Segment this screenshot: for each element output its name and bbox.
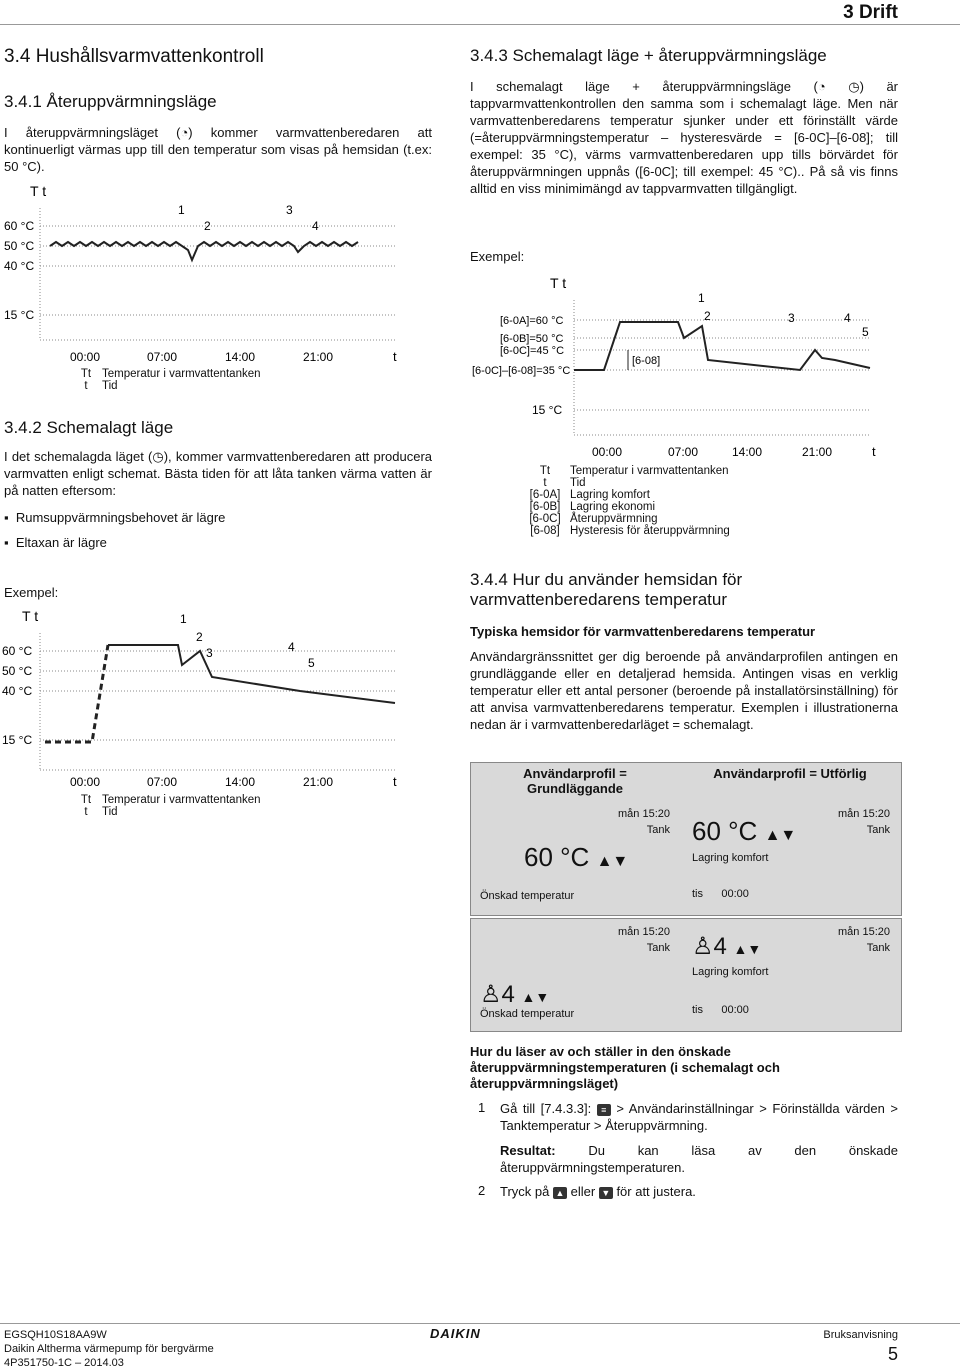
subsection-title-342: 3.4.2 Schemalagt läge [4,418,174,437]
legend-value: Temperatur i varmvattentanken [102,794,261,806]
legend-key: Tt [539,465,551,477]
chart2-marker: 4 [288,640,295,654]
step-1-text: Gå till [7.4.3.3]: ≡ > Användarinställningar > Förinställda värden > Tanktemperatur > Återuppvärmning. [500,1101,898,1133]
scheduled-reheat-chart [470,270,900,470]
bullet-item: ▪ Rumsuppvärmningsbehovet är lägre [4,510,226,525]
footer-doctype: Bruksanvisning [823,1329,898,1341]
chart1-temp-line [50,242,358,260]
adv-persons-screen [688,922,896,1026]
chart1-marker: 3 [286,203,293,217]
scheduled-paragraph: I det schemalagda läget (◷), kommer varmvattenberedaren att producera varmvatten enligt schemat. Bästa tiden för att låta tanken värma vatten är på natten eftersom: [4,449,432,498]
chart1-ytick: 60 °C [4,219,35,233]
chart1-xtick: 00:00 [70,350,101,364]
step-number: 2 [478,1183,486,1198]
screen-storage: Lagring komfort [692,966,769,978]
scheduled-reheat-paragraph: I schemalagt läge + återuppvärmningsläge (◔ ◷) är tappvarmvattenkontrollen den samma som i schemalagt läge. Men när varmvattenberedarens temperatur sjunker under ett förinställt värde (=återuppvärmningstemperatur – hysteresvärde = [6-0C]–[6-08]; till exempel: 35 °C), värms varmvattenberedaren upp tills börvärdet för återuppvärmningen uppnås ([6-0C]; till exempel: 45 °C).. På så vis finns alltid en viss minimimängd av tappvarmvatten tillgängligt. [470,79,898,196]
chart1-xtick: 14:00 [225,350,256,364]
screen-time: mån 15:20 [838,926,890,938]
chart1-legend [70,368,261,392]
chart1-ylabel: T t [30,183,47,199]
screen-tank: Tank [866,824,890,836]
legend-key: [6-0A] [529,489,561,501]
chapter-header: 3 Drift [843,2,898,23]
chart2-temp-line [108,645,395,703]
chart2-legend [70,794,261,818]
legend-key: [6-0C] [529,513,561,525]
legend-value: Tid [102,380,118,392]
legend-row [520,501,730,513]
chart3-legend [520,465,730,537]
chart3-ytick: [6-0A]=60 °C [500,315,564,327]
reheat-paragraph: I återuppvärmningsläget (◔) kommer varmvattenberedaren att kontinuerligt värmas upp till den temperatur som visas på hemsidan (t.ex: 50 °C). [4,125,432,174]
updown-icon[interactable]: ▲▼ [521,989,550,1005]
legend-value: Hysteresis för återuppvärmning [570,525,730,537]
chart3-marker: 1 [698,291,705,305]
screen-storage: Lagring komfort [692,852,769,864]
legend-value: Tid [102,806,118,818]
legend-key: [6-0B] [529,501,561,513]
section-title: 3.4 Hushållsvarmvattenkontroll [4,46,264,67]
legend-row [520,465,730,477]
example-label: Exempel: [4,585,59,600]
chart3-ytick: 15 °C [532,403,563,417]
screen-desired: Önskad temperatur [480,890,575,902]
daikin-logo: DAIKIN [430,1326,481,1341]
chart3-xtick: 21:00 [802,445,833,459]
chart2-marker: 3 [206,646,213,660]
chart3-ytick: [6-0C]–[6-08]=35 °C [472,365,571,377]
chart3-marker: 5 [862,325,869,339]
basic-persons-screen [476,922,676,1026]
chart1-marker: 1 [178,203,185,217]
example-label-right: Exempel: [470,249,525,264]
subsection-title-344: 3.4.4 Hur du använder hemsidan för varmvattenberedarens temperatur [470,570,743,609]
legend-key: Tt [80,368,92,380]
legend-key: t [84,806,88,818]
footer-rule [0,1323,960,1324]
chart2-marker: 2 [196,630,203,644]
chart1-marker: 4 [312,219,319,233]
header-rule [0,24,960,25]
chart2-marker: 1 [180,612,187,626]
chart3-marker: 2 [704,309,711,323]
page-number: 5 [887,1344,898,1364]
legend-value: Lagring ekonomi [570,501,656,513]
chart1-ytick: 50 °C [4,239,35,253]
chart2-xtick: 00:00 [70,775,101,789]
screen-persons: ♙4 ▲▼ [480,981,550,1008]
updown-icon[interactable]: ▲▼ [733,941,762,957]
chart2-ylabel: T t [22,608,39,624]
result-text: Resultat: Du kan läsa av den önskade återuppvärmningstemperaturen. [500,1143,898,1175]
legend-value: Återuppvärmning [570,513,658,525]
chart3-temp-line [574,322,870,370]
footer-model: EGSQH10S18AA9W [4,1329,107,1341]
chart2-xtick: 21:00 [303,775,334,789]
chart2-xlabel: t [393,774,397,789]
screen-persons: ♙4 ▲▼ [692,933,762,960]
screen-tank: Tank [646,942,670,954]
subsection-title-341: 3.4.1 Återuppvärmningsläge [4,92,217,111]
person-icon: ♙ [692,933,714,960]
up-arrow-icon[interactable]: ▲ [553,1187,567,1199]
legend-value: Tid [570,477,586,489]
chart1-xtick: 21:00 [303,350,334,364]
screen-desired: Önskad temperatur [480,1008,575,1020]
legend-key: [6-08] [530,525,560,537]
screen-time: mån 15:20 [618,808,670,820]
chart1-xtick: 07:00 [147,350,178,364]
chart2-marker: 5 [308,656,315,670]
legend-row [520,489,730,501]
profile-advanced-label: Användarprofil = Utförlig [713,766,867,781]
legend-value: Temperatur i varmvattentanken [570,465,729,477]
screen-tis: tis 00:00 [692,1004,749,1016]
screen-tank: Tank [646,824,670,836]
chart2-xtick: 14:00 [225,775,256,789]
chart3-xtick: 00:00 [592,445,623,459]
chart3-xtick: 07:00 [668,445,699,459]
chart1-yticks [4,219,34,322]
legend-key: t [84,380,88,392]
legend-value: Temperatur i varmvattentanken [102,368,261,380]
footer-docno: 4P351750-1C – 2014.03 [4,1357,124,1369]
legend-row [520,525,730,537]
chart2-ytick: 50 °C [2,664,33,678]
screen-time: mån 15:20 [838,808,890,820]
chart2-ytick: 60 °C [2,644,33,658]
screen-tis: tis 00:00 [692,888,749,900]
legend-key: Tt [80,794,92,806]
menu-icon[interactable]: ≡ [597,1104,611,1116]
chart1-ytick: 15 °C [4,308,35,322]
screen-time: mån 15:20 [618,926,670,938]
legend-row [520,513,730,525]
chart2-ytick: 15 °C [2,733,33,747]
chart2-yticks [2,644,32,747]
updown-icon[interactable]: ▲▼ [764,827,797,844]
chart3-marker: 3 [788,311,795,325]
subsection-title-343: 3.4.3 Schemalagt läge + återuppvärmningsläge [470,46,827,65]
chart3-ytick: [6-0B]=50 °C [500,333,564,345]
footer-product: Daikin Altherma värmepump för bergvärme [4,1343,214,1355]
step-2-text: Tryck på ▲ eller ▼ för att justera. [500,1184,696,1199]
chart3-xlabel: t [872,444,876,459]
screen-tank: Tank [866,942,890,954]
basic-temp-screen [476,804,676,910]
legend-value: Lagring komfort [570,489,650,501]
legend-row [520,477,730,489]
legend-key: t [543,477,547,489]
chart3-ytick: [6-0C]=45 °C [500,345,565,357]
chart2-dashed-line [45,645,108,742]
chart2-xtick: 07:00 [147,775,178,789]
chart3-hysteresis: [6-08] [632,355,661,367]
chart3-marker: 4 [844,311,851,325]
profile-basic-label: Användarprofil = Grundläggande [523,766,627,796]
adv-temp-screen [688,804,896,910]
scheduled-chart [0,605,440,820]
chart3-ylabel: T t [550,275,567,291]
chart1-marker: 2 [204,219,211,233]
chart1-xlabel: t [393,349,397,364]
screen-temp: 60 °C ▲▼ [524,842,629,872]
updown-icon[interactable]: ▲▼ [596,853,629,870]
chart3-xtick: 14:00 [732,445,763,459]
howto-title: Hur du läser av och ställer in den önskade återuppvärmningstemperaturen (i schemalagt och återuppvärmningsläget) [470,1044,780,1091]
chart2-ytick: 40 °C [2,684,33,698]
homepage-paragraph: Användargränssnittet ger dig beroende på användarprofilen antingen en grundläggande eller en detaljerad hemsida. Antingen visas en verklig temperatur eller ett antal personer (beroende på installatörsinställning) för att anvisa varmvattenberedarens temperatur. Exemplen i illustrationerna nedan är i varmvattenberedarläget = schemalagt. [470,649,898,732]
step-number: 1 [478,1100,486,1115]
screen-temp: 60 °C ▲▼ [692,816,797,846]
chart1-ytick: 40 °C [4,259,35,273]
person-icon: ♙ [480,981,502,1008]
homepage-subheading: Typiska hemsidor för varmvattenberedarens temperatur [470,624,816,639]
down-arrow-icon[interactable]: ▼ [599,1187,613,1199]
bullet-item: ▪ Eltaxan är lägre [4,535,107,550]
